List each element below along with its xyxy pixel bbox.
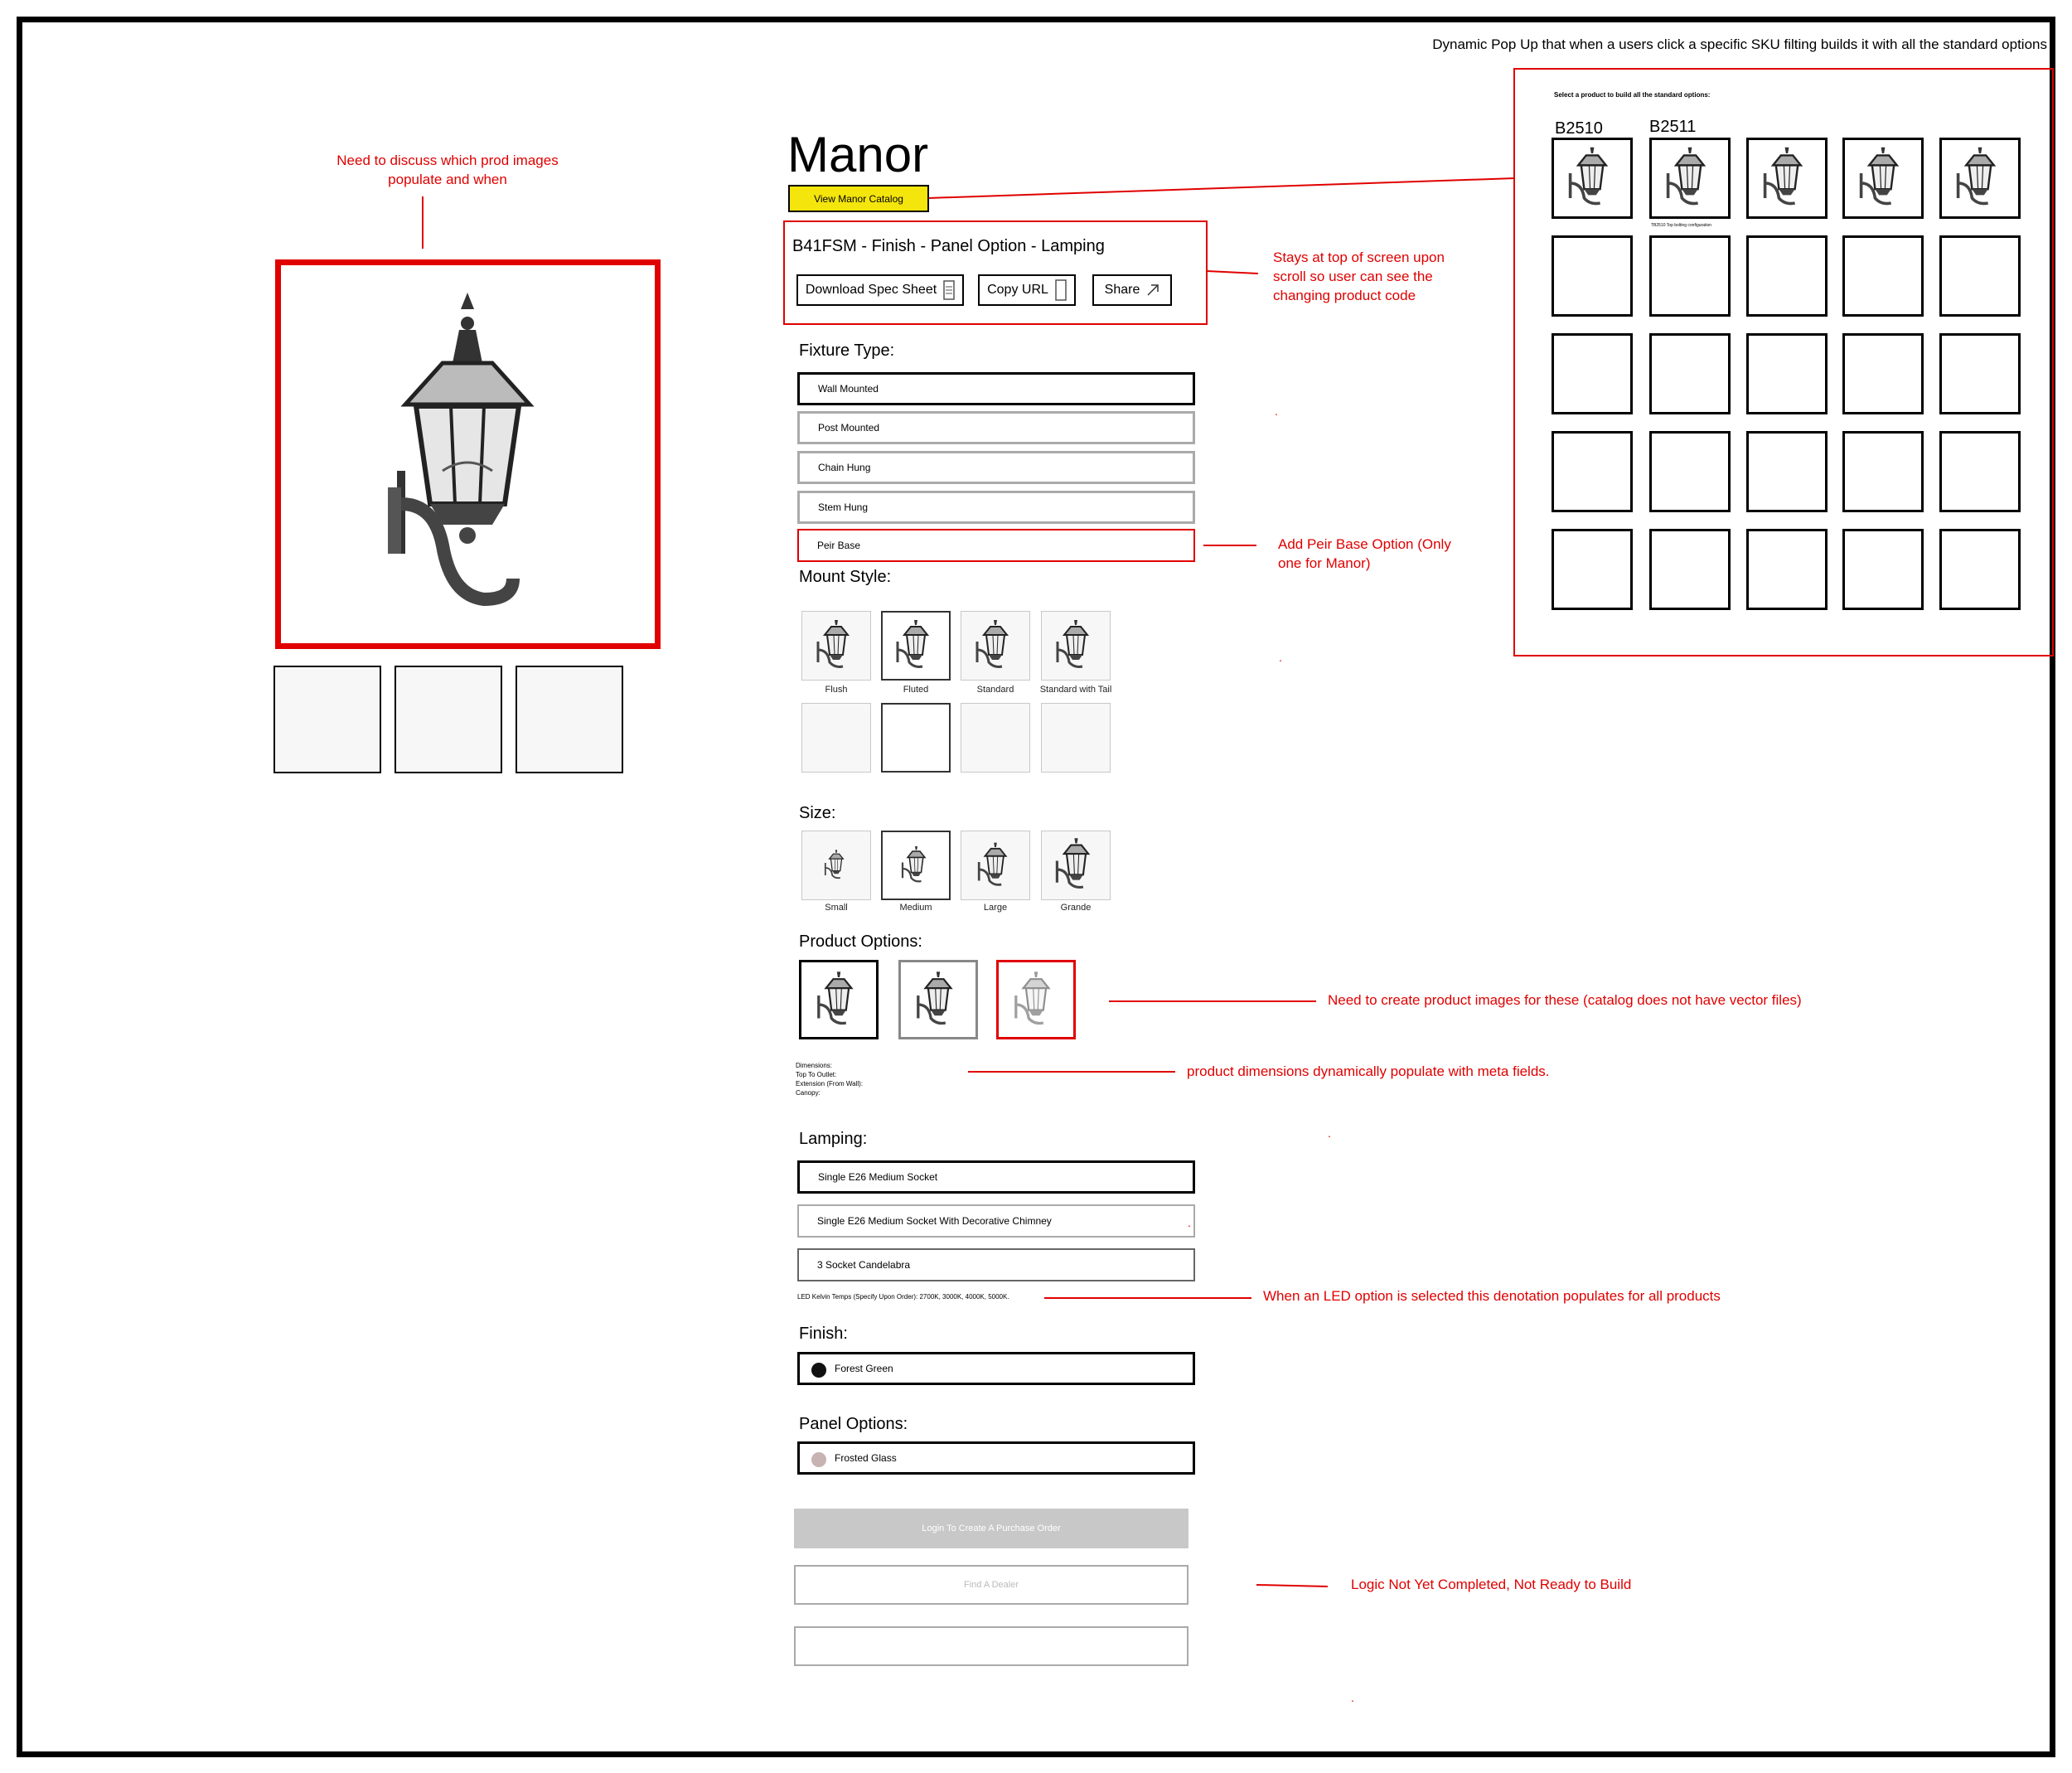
lamping-option-chimney[interactable]: Single E26 Medium Socket With Decorative Chimney — [797, 1204, 1195, 1238]
size-option-caption: Small — [825, 903, 848, 913]
fixture-option-peir[interactable]: Peir Base — [797, 529, 1195, 562]
product-option-3[interactable] — [996, 960, 1076, 1039]
mount-option-empty[interactable] — [801, 703, 871, 773]
lantern-icon — [1051, 617, 1101, 675]
lamping-label: Lamping: — [799, 1130, 868, 1148]
dimensions-list — [796, 1061, 863, 1097]
mount-option-standard-with-tail[interactable] — [1041, 611, 1111, 681]
sticky-code-box — [783, 220, 1208, 325]
catalog-connector — [928, 178, 1515, 198]
empty-button[interactable] — [794, 1626, 1188, 1666]
size-option-caption: Grande — [1060, 903, 1092, 913]
panel-value: Frosted Glass — [835, 1452, 897, 1464]
fixture-option-stem[interactable]: Stem Hung — [797, 491, 1195, 524]
product-option-2[interactable] — [898, 960, 978, 1039]
mount-option-caption: Fluted — [903, 685, 929, 695]
dimension-canopy: Canopy: — [796, 1089, 821, 1097]
finish-swatch — [811, 1363, 826, 1378]
mount-option-caption: Standard with Tail — [1039, 685, 1112, 695]
download-spec-label: Download Spec Sheet — [805, 283, 937, 297]
mount-option-flush[interactable] — [801, 611, 871, 681]
lantern-icon — [898, 844, 935, 888]
stray-dot: . — [1279, 651, 1282, 664]
fixture-type-label: Fixture Type: — [799, 342, 895, 360]
stray-dot: . — [1351, 1691, 1354, 1704]
stray-dot: . — [1328, 1126, 1331, 1140]
size-label: Size: — [799, 804, 836, 822]
size-option-caption: Large — [983, 903, 1008, 913]
share-button[interactable] — [1092, 274, 1172, 306]
dimension-top-outlet: Top To Outlet: — [796, 1071, 837, 1078]
sticky-connector — [1207, 271, 1258, 274]
stray-dot: . — [1188, 1216, 1191, 1229]
main-product-image[interactable] — [275, 259, 661, 649]
led-annotation: When an LED option is selected this denotation populates for all products — [1263, 1288, 1721, 1304]
size-option-caption: Medium — [899, 903, 932, 913]
product-code: B41FSM - Finish - Panel Option - Lamping — [792, 237, 1105, 255]
lantern-icon — [821, 848, 851, 883]
product-option-1[interactable] — [799, 960, 879, 1039]
finish-label: Finish: — [799, 1325, 848, 1343]
dimensions-note: product dimensions dynamically populate with meta fields. — [1187, 1063, 1550, 1079]
peir-note: Add Peir Base Option (Only one for Manor) — [1278, 536, 1451, 571]
product-options-note: Need to create product images for these (catalog does not have vector files) — [1328, 992, 1802, 1008]
copy-icon — [1055, 279, 1067, 301]
thumbnail-1[interactable] — [274, 666, 381, 773]
lantern-icon — [971, 617, 1020, 675]
find-dealer-button[interactable]: Find A Dealer — [794, 1565, 1188, 1605]
dimension-label: Dimensions: — [796, 1062, 833, 1069]
size-option-grande[interactable] — [1041, 831, 1111, 900]
view-catalog-button[interactable]: View Manor Catalog — [788, 185, 929, 212]
mount-option-empty[interactable] — [881, 703, 951, 773]
gallery-note: Need to discuss which prod images populate and when — [336, 153, 559, 187]
lantern-icon — [1050, 835, 1102, 896]
size-option-large[interactable] — [961, 831, 1030, 900]
download-spec-button[interactable] — [796, 274, 964, 306]
finish-select[interactable] — [797, 1352, 1195, 1385]
share-label: Share — [1104, 283, 1140, 297]
thumbnail-3[interactable] — [516, 666, 623, 773]
lamping-option-candelabra[interactable]: 3 Socket Candelabra — [797, 1248, 1195, 1281]
fixture-option-wall[interactable]: Wall Mounted — [797, 372, 1195, 405]
share-icon — [1146, 283, 1159, 297]
fixture-option-chain[interactable]: Chain Hung — [797, 451, 1195, 484]
led-note: LED Kelvin Temps (Specify Upon Order): 2700K, 3000K, 4000K, 5000K. — [797, 1293, 1009, 1301]
mount-option-caption: Standard — [976, 685, 1014, 695]
sticky-note: Stays at top of screen upon scroll so user can see the changing product code — [1273, 249, 1445, 303]
logic-connector — [1256, 1585, 1328, 1586]
page-title: Manor — [787, 127, 929, 182]
copy-url-label: Copy URL — [987, 283, 1048, 297]
panel-options-label: Panel Options: — [799, 1415, 908, 1433]
thumbnail-2[interactable] — [395, 666, 502, 773]
size-option-medium[interactable] — [881, 831, 951, 900]
panel-select[interactable] — [797, 1441, 1195, 1475]
size-option-small[interactable] — [801, 831, 871, 900]
sku-label-2: B2511 — [1649, 118, 1697, 136]
finish-value: Forest Green — [835, 1363, 893, 1374]
document-icon — [943, 280, 955, 300]
login-purchase-order-button[interactable]: Login To Create A Purchase Order — [794, 1509, 1188, 1548]
mount-option-empty[interactable] — [961, 703, 1030, 773]
lantern-icon — [281, 265, 655, 643]
fixture-option-post[interactable]: Post Mounted — [797, 411, 1195, 444]
stray-dot: . — [1275, 404, 1278, 418]
panel-swatch — [811, 1452, 826, 1467]
mount-option-standard[interactable] — [961, 611, 1030, 681]
popup-heading: Select a product to build all the standard options: — [1554, 91, 1711, 99]
lantern-icon — [811, 617, 861, 675]
product-options-label: Product Options: — [799, 933, 922, 951]
logic-note: Logic Not Yet Completed, Not Ready to Build — [1351, 1577, 1632, 1592]
mount-style-label: Mount Style: — [799, 568, 892, 586]
popup-note: Dynamic Pop Up that when a users click a specific SKU filting builds it with all the standard options — [1432, 36, 2047, 52]
mount-option-caption: Flush — [825, 685, 848, 695]
lantern-icon — [891, 617, 941, 675]
sku-sub: TB2510 Top bolting configuration — [1651, 223, 1712, 228]
mount-option-empty[interactable] — [1041, 703, 1111, 773]
sku-label-1: B2510 — [1555, 119, 1603, 138]
mount-option-fluted[interactable] — [881, 611, 951, 681]
dimension-extension: Extension (From Wall): — [796, 1080, 864, 1088]
lamping-option-single[interactable]: Single E26 Medium Socket — [797, 1160, 1195, 1194]
lantern-icon — [973, 840, 1018, 892]
copy-url-button[interactable] — [978, 274, 1076, 306]
